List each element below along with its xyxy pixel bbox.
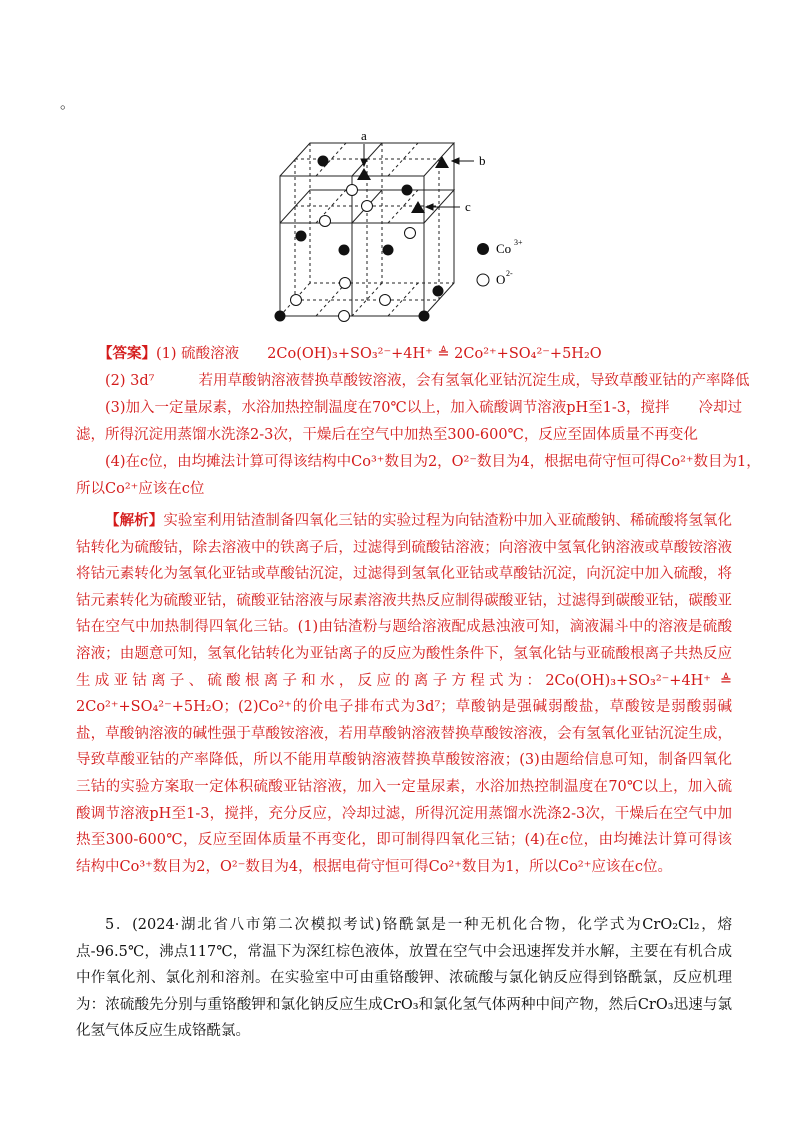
answer-part1-label: (1) 硫酸溶液 bbox=[156, 346, 240, 362]
position-a-triangle bbox=[357, 168, 371, 180]
legend-o-label: O bbox=[496, 272, 506, 287]
legend-o-charge: 2- bbox=[506, 269, 513, 278]
answer-part2-text: 若用草酸钠溶液替换草酸铵溶液，会有氢氧化亚钴沉淀生成，导致草酸亚钴的产率降低 bbox=[198, 373, 750, 389]
o-ion-dot bbox=[362, 201, 373, 212]
legend-o-icon bbox=[477, 274, 489, 286]
co-ion-dot bbox=[318, 156, 329, 167]
o-ion-dot bbox=[340, 278, 351, 289]
crystal-structure-figure bbox=[268, 128, 558, 328]
o-ion-dot bbox=[347, 185, 358, 196]
co-ion-dot bbox=[296, 231, 307, 242]
legend-co-label: Co bbox=[496, 241, 512, 256]
label-b: b bbox=[479, 153, 486, 168]
answer-part3-line1: (3)加入一定量尿素，水浴加热控制温度在70℃以上，加入硫酸调节溶液pH至1-3，搅拌 冷却过 bbox=[105, 400, 742, 416]
co-ion-dot bbox=[275, 311, 286, 322]
co-ion-dot bbox=[419, 311, 430, 322]
co-ion-dot bbox=[339, 245, 350, 256]
label-c: c bbox=[465, 199, 471, 214]
analysis-text: 实验室利用钴渣制备四氧化三钴的实验过程为向钴渣粉中加入亚硫酸钠、稀硫酸将氢氧化钴转化为硫酸钴，除去溶液中的铁离子后，过滤得到硫酸钴溶液；向溶液中氢氧化钠溶液或草酸铵溶液将钴元素转化为氢氧化亚钴或草酸钴沉淀，过滤得到氢氧化亚钴或草酸钴沉淀，向沉淀中加入硫酸，将钴元素转化为硫酸亚钴，硫酸亚钴溶液与尿素溶液共热反应制得碳酸亚钴，过滤得到碳酸亚钴，碳酸亚钴在空气中加热制得四氧化三钴。(1)由钴渣粉与题给溶液配成悬浊液可知，滴液漏斗中的溶液是硫酸溶液；由题意可知，氢氧化钴转化为亚钴离子的反应为酸性条件下，氢氧化钴与亚硫酸根离子共热反应生成亚钴离子、硫酸根离子和水，反应的离子方程式为：2Co(OH)₃+SO₃²⁻+4H⁺ ≜ 2Co²⁺+SO₄²⁻+5H₂O；(2)Co²⁺的价电子排布式为3d⁷；草酸钠是强碱弱酸盐，草酸铵是弱酸弱碱盐，草酸钠溶液的碱性强于草酸铵溶液，若用草酸钠溶液替换草酸铵溶液，会有氢氧化亚钴沉淀生成，导致草酸亚钴的产率降低，所以不能用草酸钠溶液替换草酸铵溶液；(3)由题给信息可知，制备四氧化三钴的实验方案取一定体积硫酸亚钴溶液，加入一定量尿素，水浴加热控制温度在70℃以上，加入硫酸调节溶液pH至1-3，搅拌，充分反应，冷却过滤，所得沉淀用蒸馏水洗涤2-3次，干燥后在空气中加热至300-600℃，反应至固体质量不再变化，即可制得四氧化三钴；(4)在c位，由均摊法计算可得该结构中Co³⁺数目为2，O²⁻数目为4，根据电荷守恒可得Co²⁺数目为1，所以Co²⁺应该在c位。 bbox=[76, 513, 733, 875]
answer-part1-equation: 2Co(OH)₃+SO₃²⁻+4H⁺ ≜ 2Co²⁺+SO₄²⁻+5H₂O bbox=[267, 346, 602, 362]
legend-co-icon bbox=[477, 243, 489, 255]
label-a: a bbox=[361, 128, 367, 143]
analysis-paragraph bbox=[76, 508, 732, 880]
o-ion-dot bbox=[339, 311, 350, 322]
legend-co-charge: 3+ bbox=[514, 238, 523, 247]
leading-punctuation: 。 bbox=[60, 94, 76, 112]
answer-part4-line2: 所以Co²⁺应该在c位 bbox=[76, 481, 205, 497]
o-ion-dot bbox=[380, 295, 391, 306]
position-c-triangle bbox=[411, 201, 425, 213]
analysis-tag: 【解析】 bbox=[105, 512, 164, 529]
o-ion-dot bbox=[291, 295, 302, 306]
o-ion-dot bbox=[405, 228, 416, 239]
question-5-paragraph: 5．(2024·湖北省八市第二次模拟考试)铬酰氯是一种无机化合物，化学式为CrO₂Cl₂，熔点-96.5℃，沸点117℃，常温下为深红棕色液体，放置在空气中会迅速挥发并水解，主要在有机合成中作氧化剂、氯化剂和溶剂。在实验室中可由重铬酸钾、浓硫酸与氯化钠反应得到铬酰氯，反应机理为：浓硫酸先分别与重铬酸钾和氯化钠反应生成CrO₃和氯化氢气体两种中间产物，然后CrO₃迅速与氯化氢气体反应生成铬酰氯。 bbox=[76, 917, 732, 1040]
co-ion-dot bbox=[383, 245, 394, 256]
co-ion-dot bbox=[433, 286, 444, 297]
answer-part3-line2: 滤，所得沉淀用蒸馏水洗涤2-3次，干燥后在空气中加热至300-600℃，反应至固体质量不再变化 bbox=[76, 427, 698, 443]
answer-line-2 bbox=[105, 370, 749, 392]
co-ion-dot bbox=[402, 185, 413, 196]
answer-tag: 【答案】 bbox=[98, 345, 156, 362]
answer-part2-label: (2) 3d⁷ bbox=[105, 373, 155, 389]
answer-line-1 bbox=[98, 343, 602, 365]
o-ion-dot bbox=[320, 216, 331, 227]
answer-part4-line1: (4)在c位，由均摊法计算可得该结构中Co³⁺数目为2，O²⁻数目为4，根据电荷守恒可得Co²⁺数目为1， bbox=[105, 454, 761, 470]
